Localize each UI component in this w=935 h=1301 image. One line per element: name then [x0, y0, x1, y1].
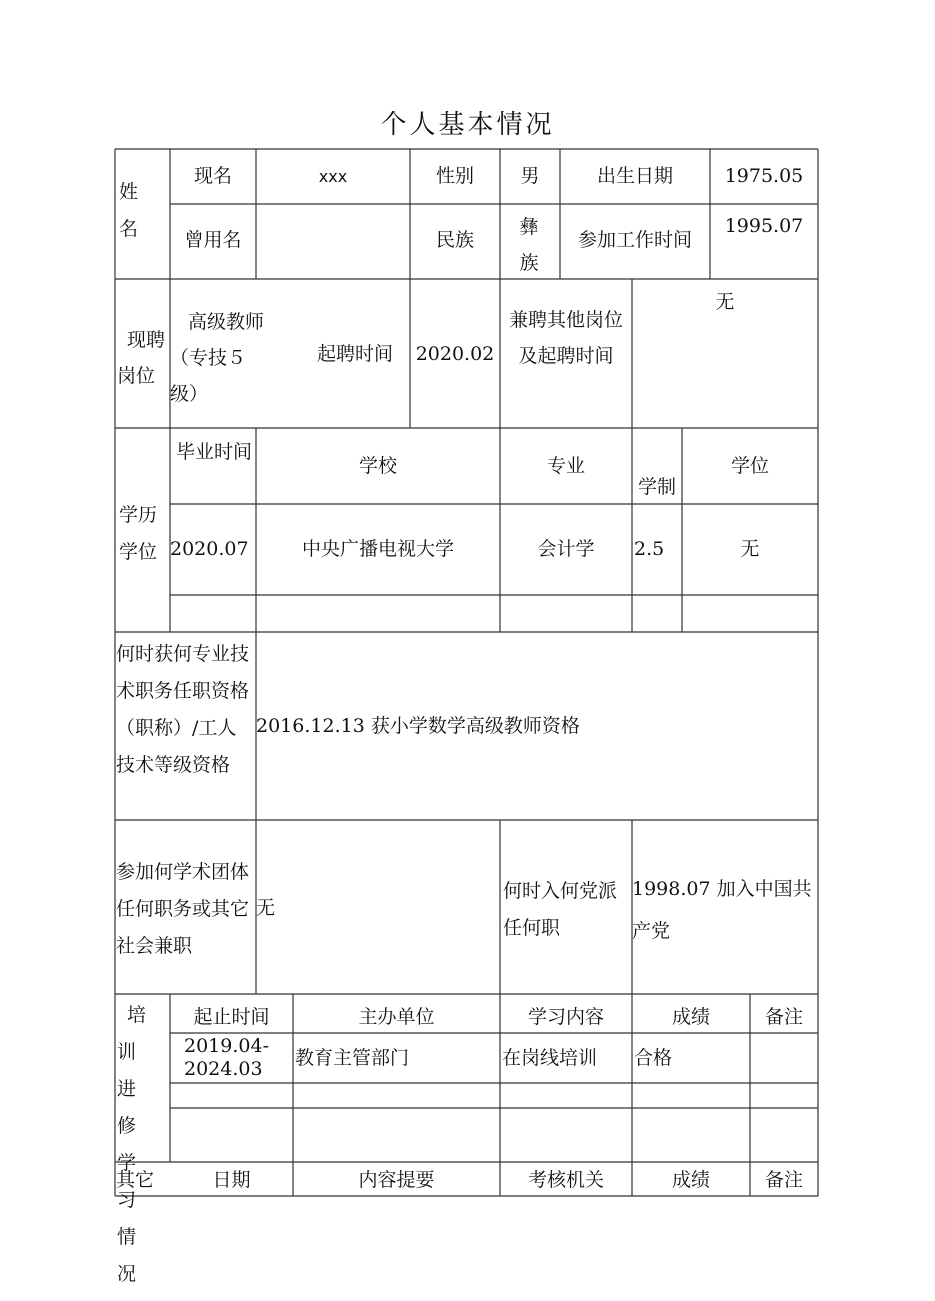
edu-row1-major: 会计学 [537, 538, 595, 560]
qualification-label: 何时获何专业技术职务任职资格（职称）/工人技术等级资格 [116, 643, 250, 776]
work-start-label: 参加工作时间 [577, 229, 692, 251]
train-header-score: 成绩 [671, 1006, 710, 1028]
edu-header-duration: 学制 [637, 476, 676, 498]
other-header-note: 备注 [764, 1169, 803, 1191]
work-start-value: 1995.07 [724, 215, 804, 237]
society-value: 无 [256, 897, 276, 919]
edu-header-major: 专业 [546, 455, 585, 477]
birth-date-value: 1975.05 [724, 165, 804, 187]
qualification-value: 2016.12.13 获小学数学高级教师资格 [256, 715, 580, 737]
edu-row1-degree: 无 [740, 538, 760, 560]
former-name-label: 曾用名 [184, 229, 242, 251]
train-header-content: 学习内容 [527, 1006, 604, 1028]
other-header-score: 成绩 [671, 1169, 710, 1191]
ethnicity-value: 彝族 [519, 216, 539, 274]
train-header-note: 备注 [764, 1006, 803, 1028]
edu-header-school: 学校 [358, 455, 397, 477]
party-label: 何时入何党派任何职 [503, 880, 618, 939]
current-name-label: 现名 [193, 165, 232, 187]
edu-row1-school: 中央广播电视大学 [301, 538, 454, 560]
education-label: 学历学位 [119, 504, 158, 563]
birth-date-label: 出生日期 [596, 165, 673, 187]
party-value: 1998.07 加入中国共产党 [632, 878, 812, 942]
other-position-value: 无 [715, 291, 735, 313]
name-group-label: 姓名 [119, 181, 139, 240]
other-position-label: 兼聘其他岗位及起聘时间 [508, 309, 623, 367]
train-row1-period: 2019.04-2024.03 [184, 1035, 269, 1080]
train-row1-score: 合格 [634, 1047, 673, 1069]
train-row1-organizer: 教育主管部门 [295, 1047, 410, 1069]
training-label: 培训进修学习情况 [117, 1004, 155, 1285]
edu-header-graduation: 毕业时间 [175, 441, 252, 463]
gender-value: 男 [520, 165, 540, 187]
train-row1-content: 在岗线培训 [502, 1047, 598, 1069]
other-header-date: 日期 [212, 1169, 251, 1191]
society-label: 参加何学术团体任何职务或其它社会兼职 [116, 861, 250, 957]
train-header-organizer: 主办单位 [358, 1006, 435, 1028]
ethnicity-label: 民族 [435, 229, 474, 251]
hire-time-label: 起聘时间 [316, 343, 393, 365]
page-title: 个人基本情况 [380, 110, 555, 140]
other-label: 其它 [116, 1169, 155, 1191]
other-header-authority: 考核机关 [527, 1169, 604, 1191]
position-value: 高级教师（专技５级） [170, 311, 265, 405]
hire-time-value: 2020.02 [415, 343, 495, 365]
position-label: 现聘岗位 [117, 329, 166, 387]
current-name-value: xxx [318, 167, 348, 186]
other-header-summary: 内容提要 [358, 1169, 435, 1191]
edu-row1-graduation: 2020.07 [170, 538, 249, 560]
edu-header-degree: 学位 [730, 455, 769, 477]
edu-row1-duration: 2.5 [634, 538, 665, 560]
train-header-period: 起止时间 [193, 1006, 270, 1028]
gender-label: 性别 [435, 165, 474, 187]
